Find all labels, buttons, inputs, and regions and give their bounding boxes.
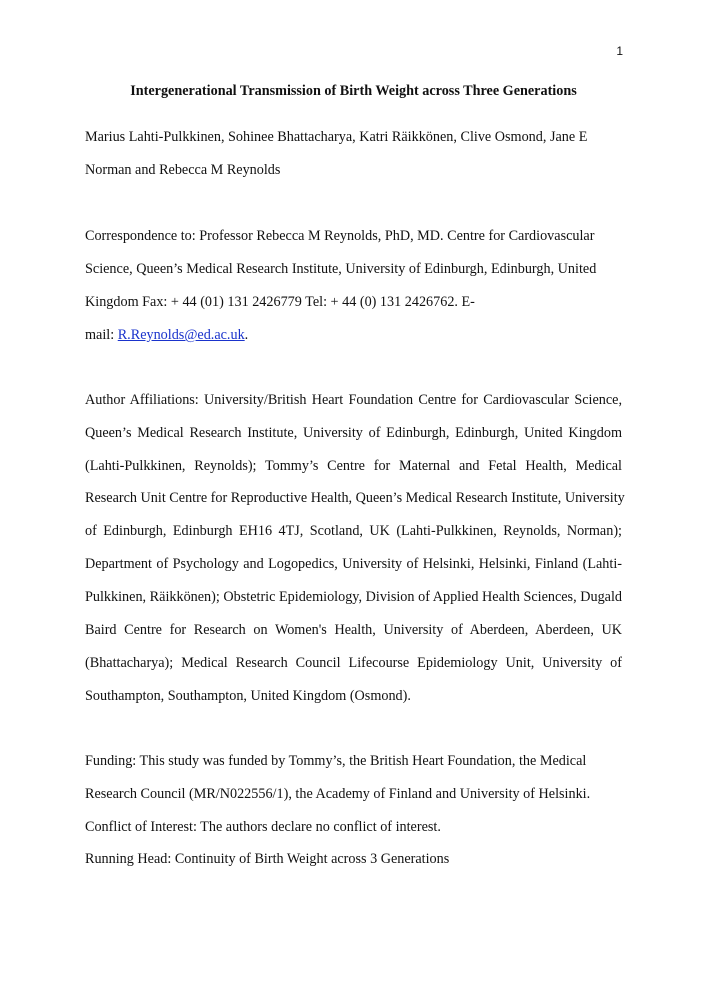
paper-title: Intergenerational Transmission of Birth Weight across Three Generations <box>130 83 577 99</box>
affiliation-line: Pulkkinen, Räikkönen); Obstetric Epidemiology, Division of Applied Health Sciences, Dugald <box>85 589 622 605</box>
email-suffix: . <box>244 327 249 343</box>
email-link[interactable]: R.Reynolds@ed.ac.uk <box>117 327 245 343</box>
affiliation-line: Queen’s Medical Research Institute, University of Edinburgh, Edinburgh, United Kingdom <box>85 425 622 441</box>
affiliation-line: Baird Centre for Research on Women's Health, University of Aberdeen, Aberdeen, UK <box>85 622 622 638</box>
author-line: Norman and Rebecca M Reynolds <box>85 162 281 178</box>
funding-line: Research Council (MR/N022556/1), the Academy of Finland and University of Helsinki. <box>85 786 591 802</box>
affiliation-line: (Bhattacharya); Medical Research Council Lifecourse Epidemiology Unit, University of <box>85 655 622 671</box>
affiliation-line: (Lahti-Pulkkinen, Reynolds); Tommy’s Centre for Maternal and Fetal Health, Medical <box>85 458 622 474</box>
conflict-of-interest: Conflict of Interest: The authors declare no conflict of interest. <box>85 819 441 835</box>
affiliation-line: of Edinburgh, Edinburgh EH16 4TJ, Scotland, UK (Lahti-Pulkkinen, Reynolds, Norman); <box>85 523 622 539</box>
email-prefix: mail: <box>85 327 118 343</box>
correspondence-line: Kingdom Fax: + 44 (01) 131 2426779 Tel: + 44 (0) 131 2426762. E- <box>85 294 475 310</box>
correspondence-line: Correspondence to: Professor Rebecca M Reynolds, PhD, MD. Centre for Cardiovascular <box>85 228 595 244</box>
affiliation-line: Author Affiliations: University/British Heart Foundation Centre for Cardiovascular Science, <box>85 392 622 408</box>
email-line <box>85 327 248 344</box>
affiliation-line: Southampton, Southampton, United Kingdom (Osmond). <box>85 688 411 704</box>
running-head: Running Head: Continuity of Birth Weight across 3 Generations <box>85 851 450 867</box>
page-number: 1 <box>616 44 623 58</box>
correspondence-line: Science, Queen’s Medical Research Institute, University of Edinburgh, Edinburgh, United <box>85 261 597 277</box>
author-line: Marius Lahti-Pulkkinen, Sohinee Bhattacharya, Katri Räikkönen, Clive Osmond, Jane E <box>85 129 588 145</box>
affiliation-line: Department of Psychology and Logopedics, University of Helsinki, Helsinki, Finland (Lahti- <box>85 556 622 572</box>
affiliation-line: Research Unit Centre for Reproductive Health, Queen’s Medical Research Institute, University <box>85 490 625 506</box>
funding-line: Funding: This study was funded by Tommy’s, the British Heart Foundation, the Medical <box>85 753 587 769</box>
